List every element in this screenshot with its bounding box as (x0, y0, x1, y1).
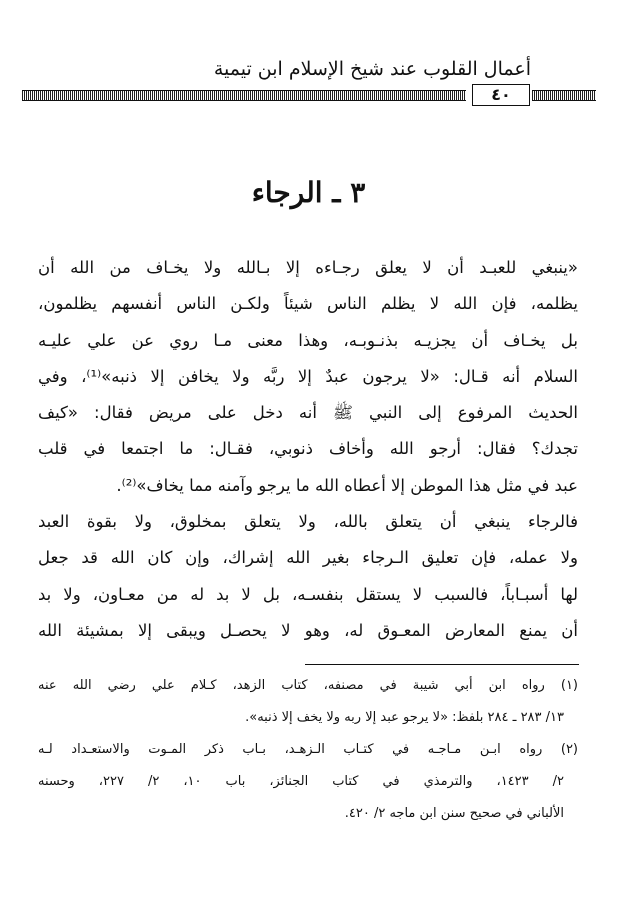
header-rule (22, 84, 596, 104)
page-number: ٤٠ (491, 85, 511, 104)
body-line: أن يمنع المعارض المعـوق له، وهو لا يحصـل ويبقى إلا بمشيئة الله (38, 620, 578, 640)
body-line: «ينبغي للعبـد أن لا يعلق رجـاءه إلا بـالله ولا يخـاف من الله أن (38, 258, 578, 277)
body-line: تجدك؟ فقال: أرجو الله وأخاف ذنوبي، فقـال: ما اجتمعا في قلب (38, 439, 578, 459)
body-line: الحديث المرفوع إلى النبي ﷺ أنه دخل على مريض فقال: «كيف (38, 403, 578, 423)
body-line: ولا عمله، فإن تعليق الـرجاء بغير الله إشراك، وإن كان الله قد جعل (38, 548, 578, 568)
running-header-title: أعمال القلوب عند شيخ الإسلام ابن تيمية (213, 58, 531, 80)
header-rule-left-band (22, 90, 466, 101)
footnote-line: ٢/ ١٤٢٣، والترمذي في كتاب الجنائز، باب ١٠، ٢/ ٢٢٧، وحسنه (38, 774, 564, 789)
footnote-line: الألباني في صحيح سنن ابن ماجه ٢/ ٤٢٠. (344, 806, 564, 821)
page-number-box (472, 84, 530, 106)
body-line: السلام أنه قـال: «لا يرجون عبدٌ إلا ربَّه ولا يخافن إلا ذنبه»⁽¹⁾، وفي (38, 366, 578, 386)
footnote-divider (305, 664, 579, 665)
footnotes (38, 670, 578, 830)
body-line: عبد في مثل هذا الموطن إلا أعطاه الله ما يرجو وآمنه مما يخاف»⁽²⁾. (116, 475, 578, 495)
chapter-heading: ٣ ـ الرجاء (251, 176, 366, 209)
footnote-line: (١) رواه ابن أبي شيبة في مصنفه، كتاب الزهد، كـلام علي رضي الله عنه (38, 678, 578, 693)
body-line: لها أسبـاباً، فالسبب لا يستقل بنفسـه، بل لا بد له من معـاون، ولا بد (38, 584, 578, 604)
body-line: يظلمه، فإن الله لا يظلم الناس شيئاً ولكـن الناس أنفسهم يظلمون، (38, 294, 578, 314)
body-text (38, 250, 578, 649)
footnote-line: (٢) رواه ابـن مـاجـه في كتـاب الـزهـد، بـاب ذكر المـوت والاستعـداد لـه (38, 742, 578, 757)
header-rule-right-band (532, 90, 596, 101)
body-line: فالرجاء ينبغي أن يتعلق بالله، ولا يتعلق بمخلوق، ولا بقوة العبد (38, 512, 578, 532)
footnote-line: ١٣/ ٢٨٣ ـ ٢٨٤ بلفظ: «لا يرجو عبد إلا ربه ولا يخف إلا ذنبه». (245, 710, 564, 725)
body-line: بل يخـاف أن يجزيـه بذنـوبـه، وهذا معنى مـا روي عن علي عليـه (38, 330, 578, 350)
